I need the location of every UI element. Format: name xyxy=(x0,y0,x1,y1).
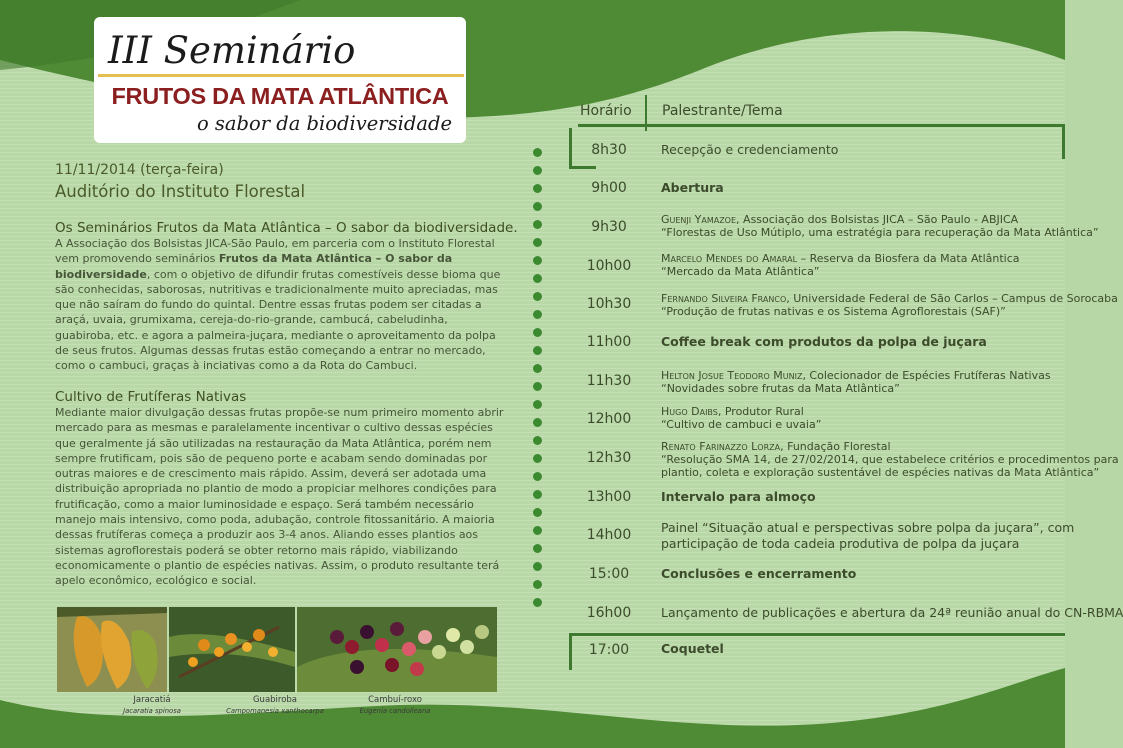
divider-dot xyxy=(533,436,542,445)
schedule-time: 13h00 xyxy=(586,489,632,505)
panel-line-2: participação de toda cadeia produtiva de polpa da juçara xyxy=(661,536,1020,551)
schedule-topic xyxy=(661,252,1020,278)
schedule-time: 9h00 xyxy=(591,180,627,196)
schedule-topic xyxy=(661,180,724,196)
divider-dot xyxy=(533,184,542,193)
speaker-name: Marcelo Mendes do Amaral xyxy=(661,252,798,265)
divider-dot xyxy=(533,454,542,463)
schedule-header-time: Horário xyxy=(580,103,632,119)
schedule-header-topic: Palestrante/Tema xyxy=(662,103,783,119)
seminar-title: III Seminário xyxy=(108,29,356,72)
cultivo-paragraph: Mediante maior divulgação dessas frutas propõe-se num primeiro momento abrir mercado para as mesmas e paralelamente incentivar o cultivo dessas espécies que geralmente já são utilizadas na restauração da Mata Atlântica, porém nem sempre frutificam, pois são de pequeno porte e acabam sendo dominadas por outras maiores e de crescimento mais rápido. Assim, deverá ser adotada uma distribuição apropriada no plantio de modo a propiciar melhores condições para frutificação, como a maior luminosidade e espaço. Será também necessário manejo mais intensivo, como poda, adubação, controle fitossanitário. A maioria dessas frutíferas começa a produzir aos 3-4 anos. Aliando esses plantios aos sistemas agroflorestais poderá se obter retorno mais rápido, viabilizando economicamente o plantio de espécies nativas. Assim, o produto resultante terá apelo econômico, ecológico e social. xyxy=(55,406,504,588)
intro-text-1: A Associação dos Bolsistas JICA-São Paulo, em parceria com o Instituto Florestal vem promovendo seminários xyxy=(55,237,495,266)
panel-line-1: Painel “Situação atual e perspectivas sobre polpa da juçara”, com xyxy=(661,520,1075,535)
schedule-topic xyxy=(661,405,821,431)
title-card xyxy=(94,17,466,143)
fruit-photos xyxy=(57,607,497,692)
schedule-time: 12h00 xyxy=(586,411,632,427)
divider-dot xyxy=(533,472,542,481)
cultivo-heading: Cultivo de Frutíferas Nativas xyxy=(55,389,247,405)
divider-dot xyxy=(533,148,542,157)
talk-title: “Resolução SMA 14, de 27/02/2014, que estabelece critérios e procedimentos para xyxy=(661,453,1119,466)
divider-dot xyxy=(533,364,542,373)
divider-dot xyxy=(533,598,542,607)
schedule-time: 11h00 xyxy=(586,334,632,350)
schedule-time: 16h00 xyxy=(586,605,632,621)
schedule-topic xyxy=(661,641,724,657)
schedule-time: 12h30 xyxy=(586,450,632,466)
photo-caption-1: Jaracatiá xyxy=(133,695,171,705)
intro-heading: Os Seminários Frutos da Mata Atlântica – O sabor da biodiversidade. xyxy=(55,220,518,236)
speaker-name: Fernando Silveira Franco xyxy=(661,292,787,305)
footer-rule xyxy=(593,633,1065,636)
header-rule xyxy=(578,124,1065,127)
photo-scientific-3: Eugenia candolleana xyxy=(359,707,431,715)
speaker-affiliation: , Produtor Rural xyxy=(717,405,804,418)
schedule-topic xyxy=(661,213,1099,239)
divider-dot xyxy=(533,310,542,319)
intro-bold: Frutos da Mata Atlântica – O sabor da biodiversidade xyxy=(55,252,453,281)
talk-title-cont: plantio, coleta e exploração sustentável de espécies nativas da Mata Atlântica” xyxy=(661,466,1100,479)
event-date: 11/11/2014 (terça-feira) xyxy=(55,162,224,178)
seminar-tagline: o sabor da biodiversidade xyxy=(196,112,452,135)
talk-title: “Novidades sobre frutas da Mata Atlântica” xyxy=(661,382,900,395)
schedule-topic xyxy=(661,566,856,582)
divider-dot xyxy=(533,580,542,589)
title-divider xyxy=(98,74,464,77)
divider-dot xyxy=(533,562,542,571)
talk-title: “Produção de frutas nativas e os Sistema Agroflorestais (SAF)” xyxy=(661,305,1006,318)
schedule-topic: Lançamento de publicações e abertura da 24ª reunião anual do CN-RBMA xyxy=(661,605,1123,620)
speaker-name: Renato Farinazzo Lorza xyxy=(661,440,781,453)
speaker-affiliation: , Associação dos Bolsistas JICA – São Paulo - ABJICA xyxy=(736,213,1019,226)
schedule-time: 14h00 xyxy=(586,527,632,543)
schedule-time: 11h30 xyxy=(586,373,632,389)
header-bracket-right xyxy=(1062,124,1065,159)
speaker-name: Guenji Yamazoe xyxy=(661,213,737,226)
photo-caption-3: Cambuí-roxo xyxy=(368,695,422,705)
photo-scientific-1: Jacaratia spinosa xyxy=(123,707,181,715)
schedule-topic xyxy=(661,369,1051,395)
schedule-topic xyxy=(661,520,1074,552)
divider-dot xyxy=(533,490,542,499)
schedule-topic: Recepção e credenciamento xyxy=(661,142,839,157)
schedule-topic xyxy=(661,292,1118,318)
divider-dot xyxy=(533,256,542,265)
talk-title: “Florestas de Uso Mútiplo, uma estratégia para recuperação da Mata Atlântica” xyxy=(661,226,1099,239)
speaker-affiliation: – Reserva da Biosfera da Mata Atlântica xyxy=(797,252,1020,265)
divider-dot xyxy=(533,220,542,229)
photo-guabiroba xyxy=(169,607,295,692)
divider-dot xyxy=(533,238,542,247)
schedule-time: 10h00 xyxy=(586,258,632,274)
schedule-topic-bold: Coffee break com produtos da polpa de juçara xyxy=(661,334,987,349)
divider-dot xyxy=(533,508,542,517)
schedule-topic-bold: Coquetel xyxy=(661,641,724,656)
talk-title: “Mercado da Mata Atlântica” xyxy=(661,265,820,278)
schedule-time: 17:00 xyxy=(588,642,630,658)
divider-dot xyxy=(533,166,542,175)
speaker-affiliation: , Universidade Federal de São Carlos – Campus de Sorocaba xyxy=(786,292,1118,305)
divider-dot xyxy=(533,274,542,283)
schedule-topic xyxy=(661,334,987,350)
speaker-affiliation: , Fundação Florestal xyxy=(780,440,891,453)
speaker-name: Helton Josue Teodoro Muniz xyxy=(661,369,803,382)
schedule-topic xyxy=(661,489,816,505)
photo-scientific-2: Campomanesia xanthocarpa xyxy=(226,707,324,715)
divider-dot xyxy=(533,526,542,535)
intro-text-2: , com o objetivo de difundir frutas comestíveis desse bioma que são conhecidas, saborosas, nutritivas e tradicionalmente muito apreciadas, mas que não saíram do fundo do quintal. Dentre essas frutas podem ser citadas a araçá, uvaia, grumixama, cereja-do-rio-grande, cambucá, cabeludinha, guabiroba, etc. e agora a palmeira-juçara, mediante o aproveitamento da polpa de seus frutos. Algumas dessas frutas estão começando a entrar no mercado, como o cambuci, graças à inciativas como a da Rota do Cambuci. xyxy=(55,267,501,373)
intro-paragraph xyxy=(55,236,507,374)
event-venue: Auditório do Instituto Florestal xyxy=(55,182,306,201)
divider-dot xyxy=(533,400,542,409)
schedule-time: 9h30 xyxy=(591,219,627,235)
divider-dot xyxy=(533,292,542,301)
schedule-time: 10h30 xyxy=(586,296,632,312)
divider-dot xyxy=(533,418,542,427)
divider-dot xyxy=(533,346,542,355)
schedule-time: 8h30 xyxy=(591,142,627,158)
seminar-subtitle: FRUTOS DA MATA ATLÂNTICA xyxy=(111,83,449,109)
photo-cambui-roxo xyxy=(297,607,497,692)
divider-dot xyxy=(533,202,542,211)
talk-title: “Cultivo de cambuci e uvaia” xyxy=(661,418,822,431)
schedule-topic-bold: Abertura xyxy=(661,180,724,195)
schedule-topic-bold: Conclusões e encerramento xyxy=(661,566,857,581)
speaker-name: Hugo Daibs xyxy=(661,405,718,418)
schedule-topic-bold: Intervalo para almoço xyxy=(661,489,816,504)
divider-dot xyxy=(533,328,542,337)
photo-caption-2: Guabiroba xyxy=(252,695,298,705)
divider-dot xyxy=(533,544,542,553)
speaker-affiliation: , Colecionador de Espécies Frutíferas Nativas xyxy=(802,369,1051,382)
divider-dot xyxy=(533,382,542,391)
photo-jaracatia xyxy=(57,607,167,692)
schedule-topic xyxy=(661,440,1119,479)
schedule-time: 15:00 xyxy=(588,566,630,582)
